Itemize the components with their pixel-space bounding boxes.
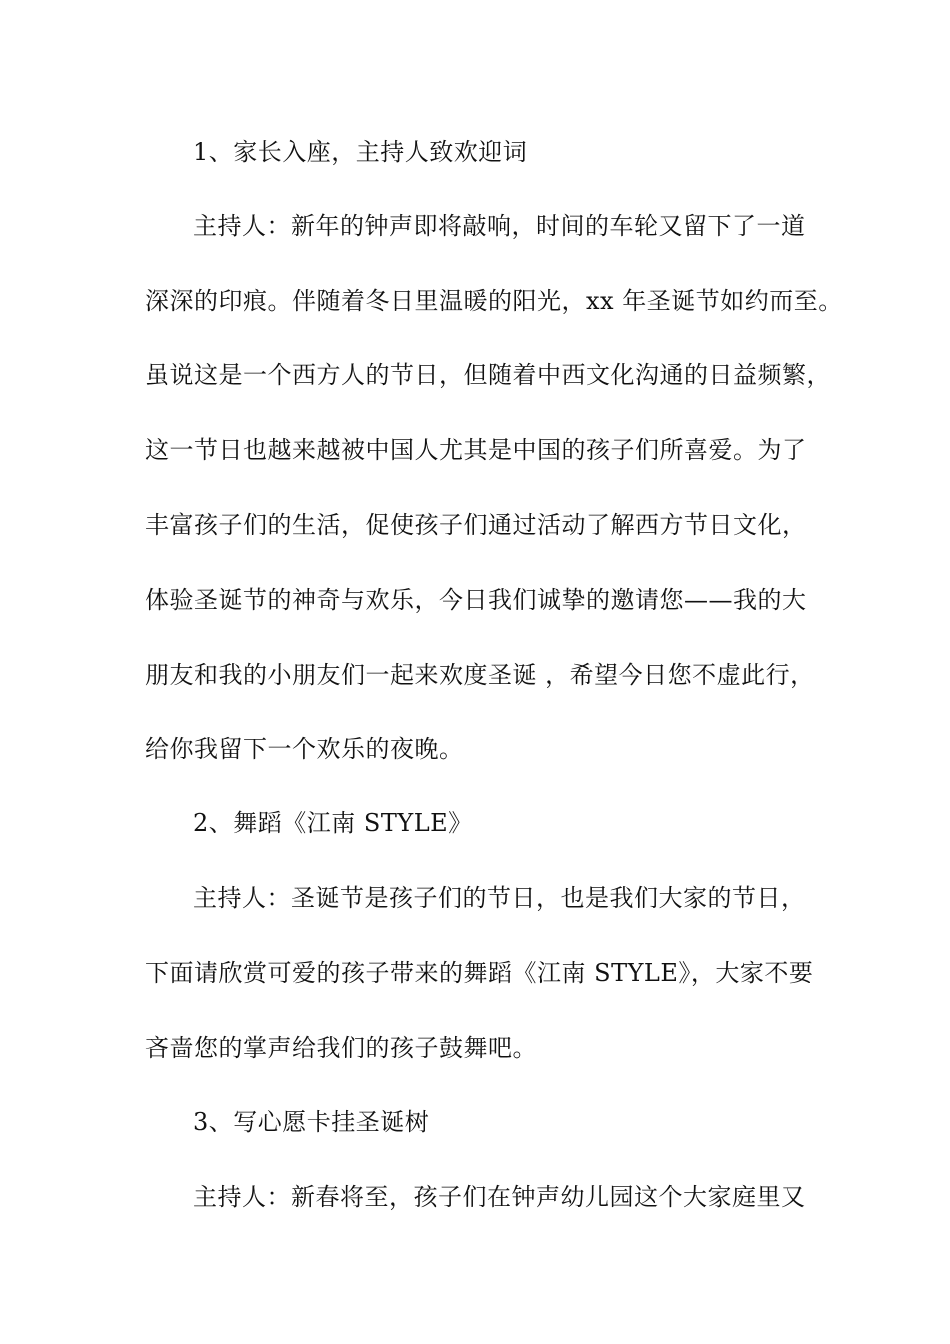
paragraph-line: 丰富孩子们的生活，促使孩子们通过活动了解西方节日文化， [145,511,807,539]
paragraph-line: 吝啬您的掌声给我们的孩子鼓舞吧。 [145,1034,537,1062]
paragraph-line: 体验圣诞节的神奇与欢乐，今日我们诚挚的邀请您——我的大 [145,586,807,614]
paragraph-line: 主持人：圣诞节是孩子们的节日，也是我们大家的节日， [193,884,806,912]
paragraph-line: 下面请欣赏可爱的孩子带来的舞蹈《江南 STYLE》，大家不要 [145,959,814,987]
section-heading-3: 3、写心愿卡挂圣诞树 [193,1108,430,1136]
paragraph-line: 给你我留下一个欢乐的夜晚。 [145,735,464,763]
paragraph-line: 主持人：新春将至，孩子们在钟声幼儿园这个大家庭里又 [193,1183,806,1211]
paragraph-line: 虽说这是一个西方人的节日，但随着中西文化沟通的日益频繁， [145,361,831,389]
paragraph-line: 深深的印痕。伴随着冬日里温暖的阳光，xx 年圣诞节如约而至。 [145,287,843,315]
paragraph-line: 朋友和我的小朋友们一起来欢度圣诞 ，希望今日您不虚此行， [145,661,815,689]
section-heading-1: 1、家长入座，主持人致欢迎词 [193,138,528,166]
paragraph-line: 主持人：新年的钟声即将敲响，时间的车轮又留下了一道 [193,212,806,240]
section-heading-2: 2、舞蹈《江南 STYLE》 [193,809,473,837]
paragraph-line: 这一节日也越来越被中国人尤其是中国的孩子们所喜爱。为了 [145,436,807,464]
